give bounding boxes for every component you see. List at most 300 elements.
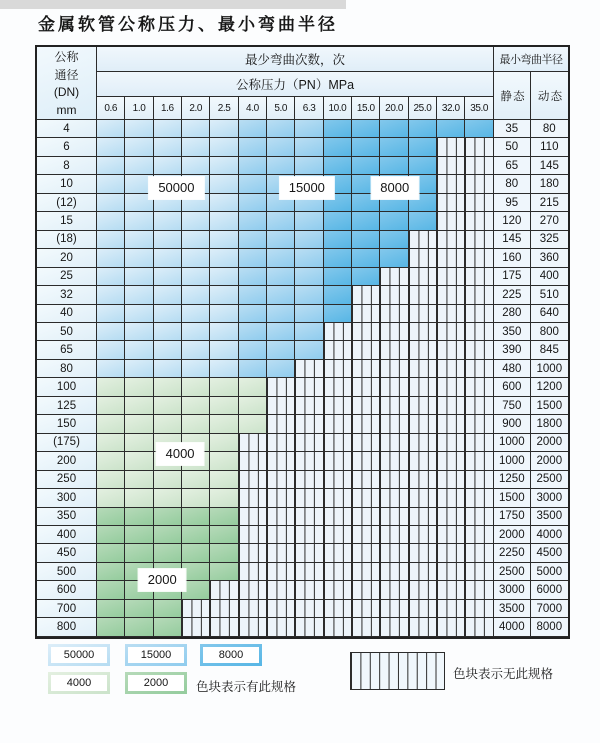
grid-cell — [465, 194, 493, 212]
dynamic-cell: 360 — [531, 249, 568, 267]
grid-cell — [295, 471, 323, 489]
grid-cell — [295, 618, 323, 636]
dynamic-cell: 1800 — [531, 415, 568, 433]
grid-cell — [97, 323, 125, 341]
grid-cell — [352, 341, 380, 359]
grid-cell — [380, 415, 408, 433]
grid-cell — [125, 341, 153, 359]
grid-cell — [465, 600, 493, 618]
grid-cell — [267, 452, 295, 470]
grid-cell — [295, 378, 323, 396]
dynamic-cell: 215 — [531, 194, 568, 212]
dn-cell: 450 — [37, 544, 97, 562]
grid-cell — [97, 360, 125, 378]
pressure-tick: 1.0 — [125, 97, 153, 120]
grid-cell — [267, 471, 295, 489]
legend-label: 8000 — [203, 647, 259, 663]
grid-cell — [239, 305, 267, 323]
table-row — [37, 231, 568, 249]
dn-cell: 25 — [37, 268, 97, 286]
dn-cell: 80 — [37, 360, 97, 378]
grid-cell — [182, 526, 210, 544]
grid-cell — [125, 489, 153, 507]
static-cell: 350 — [494, 323, 531, 341]
dynamic-cell: 4000 — [531, 526, 568, 544]
grid-cell — [352, 563, 380, 581]
grid-cell — [97, 563, 125, 581]
grid-cell — [154, 323, 182, 341]
grid-cell — [239, 397, 267, 415]
grid-cell — [267, 157, 295, 175]
grid-cell — [267, 563, 295, 581]
bend-count-label: 15000 — [280, 177, 334, 199]
grid-cell — [239, 618, 267, 636]
grid-cell — [409, 508, 437, 526]
grid-cell — [125, 618, 153, 636]
grid-cell — [267, 286, 295, 304]
grid-cell — [380, 452, 408, 470]
dynamic-cell: 3500 — [531, 508, 568, 526]
grid-cell — [380, 120, 408, 138]
grid-cell — [437, 563, 465, 581]
bend-count-label: 4000 — [157, 443, 204, 465]
grid-cell — [409, 341, 437, 359]
dn-cell: 8 — [37, 157, 97, 175]
grid-cell — [239, 471, 267, 489]
grid-cell — [97, 268, 125, 286]
grid-cell — [409, 397, 437, 415]
grid-cell — [352, 120, 380, 138]
grid-cell — [465, 212, 493, 230]
pressure-tick: 10.0 — [324, 97, 352, 120]
grid-cell — [97, 286, 125, 304]
grid-cell — [182, 618, 210, 636]
grid-cell — [437, 120, 465, 138]
grid-cell — [352, 581, 380, 599]
grid-cell — [239, 563, 267, 581]
grid-cell — [267, 341, 295, 359]
grid-cell — [182, 341, 210, 359]
grid-cell — [97, 138, 125, 156]
pressure-tick: 4.0 — [239, 97, 267, 120]
pressure-tick: 5.0 — [267, 97, 295, 120]
grid-cell — [324, 138, 352, 156]
grid-cell — [154, 600, 182, 618]
grid-cell — [239, 508, 267, 526]
grid-cell — [409, 600, 437, 618]
dn-cell: 6 — [37, 138, 97, 156]
static-cell: 225 — [494, 286, 531, 304]
table-row — [37, 249, 568, 267]
grid-cell — [267, 581, 295, 599]
grid-cell — [97, 600, 125, 618]
grid-cell — [465, 526, 493, 544]
grid-cell — [380, 489, 408, 507]
grid-cell — [380, 360, 408, 378]
grid-cell — [295, 323, 323, 341]
dn-cell: 150 — [37, 415, 97, 433]
grid-cell — [352, 249, 380, 267]
grid-cell — [97, 249, 125, 267]
grid-cell — [409, 268, 437, 286]
grid-cell — [239, 157, 267, 175]
grid-cell — [437, 360, 465, 378]
grid-cell — [380, 323, 408, 341]
grid-cell — [380, 600, 408, 618]
dynamic-cell: 6000 — [531, 581, 568, 599]
dynamic-cell: 145 — [531, 157, 568, 175]
grid-cell — [267, 231, 295, 249]
grid-cell — [380, 305, 408, 323]
grid-cell — [295, 360, 323, 378]
dn-cell: 600 — [37, 581, 97, 599]
grid-cell — [437, 397, 465, 415]
grid-cell — [465, 268, 493, 286]
grid-cell — [239, 415, 267, 433]
grid-cell — [267, 323, 295, 341]
grid-cell — [437, 600, 465, 618]
grid-cell — [324, 415, 352, 433]
grid-cell — [182, 600, 210, 618]
grid-cell — [97, 618, 125, 636]
table-row — [37, 157, 568, 175]
grid-cell — [295, 341, 323, 359]
legend-item — [48, 644, 110, 666]
grid-cell — [125, 434, 153, 452]
dynamic-cell: 510 — [531, 286, 568, 304]
grid-cell — [125, 471, 153, 489]
grid-cell — [182, 471, 210, 489]
grid-cell — [437, 194, 465, 212]
grid-cell — [97, 508, 125, 526]
grid-cell — [352, 323, 380, 341]
grid-cell — [295, 452, 323, 470]
grid-cell — [352, 286, 380, 304]
grid-cell — [125, 323, 153, 341]
grid-cell — [239, 581, 267, 599]
static-cell: 4000 — [494, 618, 531, 636]
pressure-tick: 0.6 — [97, 97, 125, 120]
dn-cell: 250 — [37, 471, 97, 489]
pressure-tick: 25.0 — [409, 97, 437, 120]
static-cell: 1000 — [494, 452, 531, 470]
grid-cell — [352, 305, 380, 323]
grid-cell — [154, 526, 182, 544]
grid-cell — [437, 526, 465, 544]
grid-cell — [210, 452, 238, 470]
grid-cell — [324, 341, 352, 359]
grid-cell — [182, 120, 210, 138]
grid-cell — [154, 249, 182, 267]
grid-cell — [97, 544, 125, 562]
dn-cell: 500 — [37, 563, 97, 581]
grid-cell — [210, 415, 238, 433]
grid-cell — [465, 434, 493, 452]
grid-cell — [437, 434, 465, 452]
grid-cell — [97, 526, 125, 544]
table-row — [37, 489, 568, 507]
dynamic-cell: 4500 — [531, 544, 568, 562]
grid-cell — [295, 563, 323, 581]
spec-table — [35, 45, 570, 639]
dn-header-line: mm — [56, 102, 77, 117]
grid-cell — [324, 120, 352, 138]
grid-cell — [409, 286, 437, 304]
grid-cell — [182, 508, 210, 526]
grid-cell — [409, 138, 437, 156]
table-row — [37, 305, 568, 323]
grid-cell — [239, 249, 267, 267]
grid-cell — [465, 323, 493, 341]
table-row — [37, 120, 568, 138]
grid-cell — [409, 526, 437, 544]
table-row — [37, 415, 568, 433]
grid-cell — [154, 138, 182, 156]
grid-cell — [182, 138, 210, 156]
grid-cell — [324, 305, 352, 323]
static-dynamic-row — [494, 72, 568, 120]
legend-no-spec-text: 色块表示无此规格 — [453, 667, 554, 681]
grid-cell — [125, 138, 153, 156]
grid-cell — [437, 415, 465, 433]
grid-cell — [409, 415, 437, 433]
grid-cell — [267, 600, 295, 618]
grid-cell — [295, 268, 323, 286]
static-cell: 480 — [494, 360, 531, 378]
dynamic-cell: 845 — [531, 341, 568, 359]
grid-cell — [182, 360, 210, 378]
grid-cell — [210, 600, 238, 618]
grid-cell — [437, 544, 465, 562]
grid-cell — [352, 268, 380, 286]
grid-cell — [352, 526, 380, 544]
grid-cell — [409, 360, 437, 378]
dynamic-cell: 325 — [531, 231, 568, 249]
grid-cell — [239, 526, 267, 544]
grid-cell — [324, 249, 352, 267]
grid-cell — [465, 471, 493, 489]
grid-cell — [437, 138, 465, 156]
grid-cell — [352, 489, 380, 507]
grid-cell — [182, 231, 210, 249]
grid-cell — [324, 581, 352, 599]
grid-cell — [324, 434, 352, 452]
grid-cell — [210, 157, 238, 175]
table-row — [37, 526, 568, 544]
grid-cell — [465, 360, 493, 378]
static-cell: 2000 — [494, 526, 531, 544]
dn-header-line: 公称 — [54, 50, 79, 64]
grid-cell — [267, 544, 295, 562]
grid-cell — [97, 397, 125, 415]
grid-cell — [465, 452, 493, 470]
grid-cell — [182, 249, 210, 267]
grid-cell — [267, 120, 295, 138]
grid-cell — [125, 544, 153, 562]
grid-cell — [295, 231, 323, 249]
grid-cell — [380, 526, 408, 544]
grid-cell — [409, 378, 437, 396]
grid-cell — [267, 526, 295, 544]
grid-cell — [352, 544, 380, 562]
grid-cell — [210, 249, 238, 267]
pressure-tick: 32.0 — [437, 97, 465, 120]
grid-cell — [182, 489, 210, 507]
table-row — [37, 544, 568, 562]
table-row — [37, 397, 568, 415]
grid-cell — [239, 600, 267, 618]
dn-cell: 700 — [37, 600, 97, 618]
grid-cell — [125, 378, 153, 396]
grid-cell — [465, 120, 493, 138]
grid-cell — [210, 175, 238, 193]
dynamic-cell: 270 — [531, 212, 568, 230]
grid-cell — [380, 581, 408, 599]
table-row — [37, 452, 568, 470]
pressure-tick: 20.0 — [380, 97, 408, 120]
dn-header-line: (DN) — [53, 85, 80, 99]
static-cell: 2500 — [494, 563, 531, 581]
dn-cell: 300 — [37, 489, 97, 507]
pressure-tick: 2.5 — [210, 97, 238, 120]
grid-cell — [437, 175, 465, 193]
legend-has-spec-text: 色块表示有此规格 — [196, 680, 297, 694]
table-row — [37, 360, 568, 378]
grid-cell — [352, 397, 380, 415]
legend-label: 4000 — [51, 675, 107, 691]
grid-cell — [409, 489, 437, 507]
grid-cell — [210, 286, 238, 304]
legend-label: 15000 — [128, 647, 184, 663]
grid-cell — [154, 268, 182, 286]
grid-cell — [267, 378, 295, 396]
static-cell: 35 — [494, 120, 531, 138]
grid-cell — [239, 360, 267, 378]
dynamic-cell: 640 — [531, 305, 568, 323]
table-row — [37, 508, 568, 526]
static-cell: 600 — [494, 378, 531, 396]
dn-header-cell — [37, 47, 97, 120]
grid-cell — [295, 600, 323, 618]
grid-cell — [125, 526, 153, 544]
grid-cell — [267, 489, 295, 507]
pressure-tick: 35.0 — [465, 97, 493, 120]
grid-cell — [295, 581, 323, 599]
grid-cell — [409, 471, 437, 489]
static-cell: 95 — [494, 194, 531, 212]
static-cell: 900 — [494, 415, 531, 433]
bend-count-label: 8000 — [371, 177, 418, 199]
grid-cell — [267, 618, 295, 636]
bend-count-label: 50000 — [149, 177, 203, 199]
grid-cell — [324, 231, 352, 249]
grid-cell — [154, 360, 182, 378]
table-row — [37, 212, 568, 230]
grid-cell — [154, 508, 182, 526]
grid-cell — [267, 508, 295, 526]
static-cell: 390 — [494, 341, 531, 359]
bend-times-header: 最少弯曲次数，次 — [97, 47, 494, 72]
grid-cell — [154, 397, 182, 415]
bend-times-header-group — [97, 47, 494, 120]
grid-cell — [182, 415, 210, 433]
grid-cell — [409, 157, 437, 175]
grid-cell — [437, 489, 465, 507]
grid-cell — [295, 157, 323, 175]
grid-cell — [182, 581, 210, 599]
grid-cell — [154, 415, 182, 433]
grid-cell — [409, 305, 437, 323]
grid-cell — [182, 544, 210, 562]
legend-item — [200, 644, 262, 666]
legend-item — [48, 672, 110, 694]
grid-cell — [97, 471, 125, 489]
table-row — [37, 268, 568, 286]
grid-cell — [380, 249, 408, 267]
dn-cell: (18) — [37, 231, 97, 249]
grid-cell — [324, 600, 352, 618]
grid-cell — [465, 157, 493, 175]
grid-cell — [154, 341, 182, 359]
grid-cell — [380, 378, 408, 396]
grid-cell — [409, 323, 437, 341]
table-row — [37, 323, 568, 341]
grid-cell — [409, 231, 437, 249]
grid-cell — [324, 268, 352, 286]
grid-cell — [352, 471, 380, 489]
grid-cell — [380, 268, 408, 286]
grid-cell — [154, 618, 182, 636]
grid-cell — [125, 120, 153, 138]
grid-cell — [210, 508, 238, 526]
static-cell: 120 — [494, 212, 531, 230]
grid-cell — [182, 286, 210, 304]
grid-cell — [210, 489, 238, 507]
grid-cell — [465, 489, 493, 507]
grid-cell — [409, 563, 437, 581]
grid-cell — [352, 508, 380, 526]
grid-cell — [97, 120, 125, 138]
grid-cell — [182, 397, 210, 415]
table-row — [37, 138, 568, 156]
grid-cell — [125, 212, 153, 230]
static-cell: 3000 — [494, 581, 531, 599]
grid-cell — [437, 157, 465, 175]
grid-cell — [239, 212, 267, 230]
grid-cell — [154, 489, 182, 507]
grid-cell — [97, 581, 125, 599]
grid-cell — [295, 397, 323, 415]
grid-cell — [239, 175, 267, 193]
table-row — [37, 581, 568, 599]
grid-cell — [295, 508, 323, 526]
grid-cell — [125, 600, 153, 618]
grid-cell — [125, 305, 153, 323]
grid-cell — [267, 397, 295, 415]
grid-cell — [182, 268, 210, 286]
grid-cell — [239, 489, 267, 507]
grid-cell — [437, 618, 465, 636]
grid-cell — [125, 157, 153, 175]
grid-cell — [437, 249, 465, 267]
static-cell: 80 — [494, 175, 531, 193]
legend-item — [125, 672, 187, 694]
dynamic-cell: 7000 — [531, 600, 568, 618]
dynamic-cell: 3000 — [531, 489, 568, 507]
grid-cell — [239, 268, 267, 286]
dynamic-cell: 1000 — [531, 360, 568, 378]
legend-item — [125, 644, 187, 666]
